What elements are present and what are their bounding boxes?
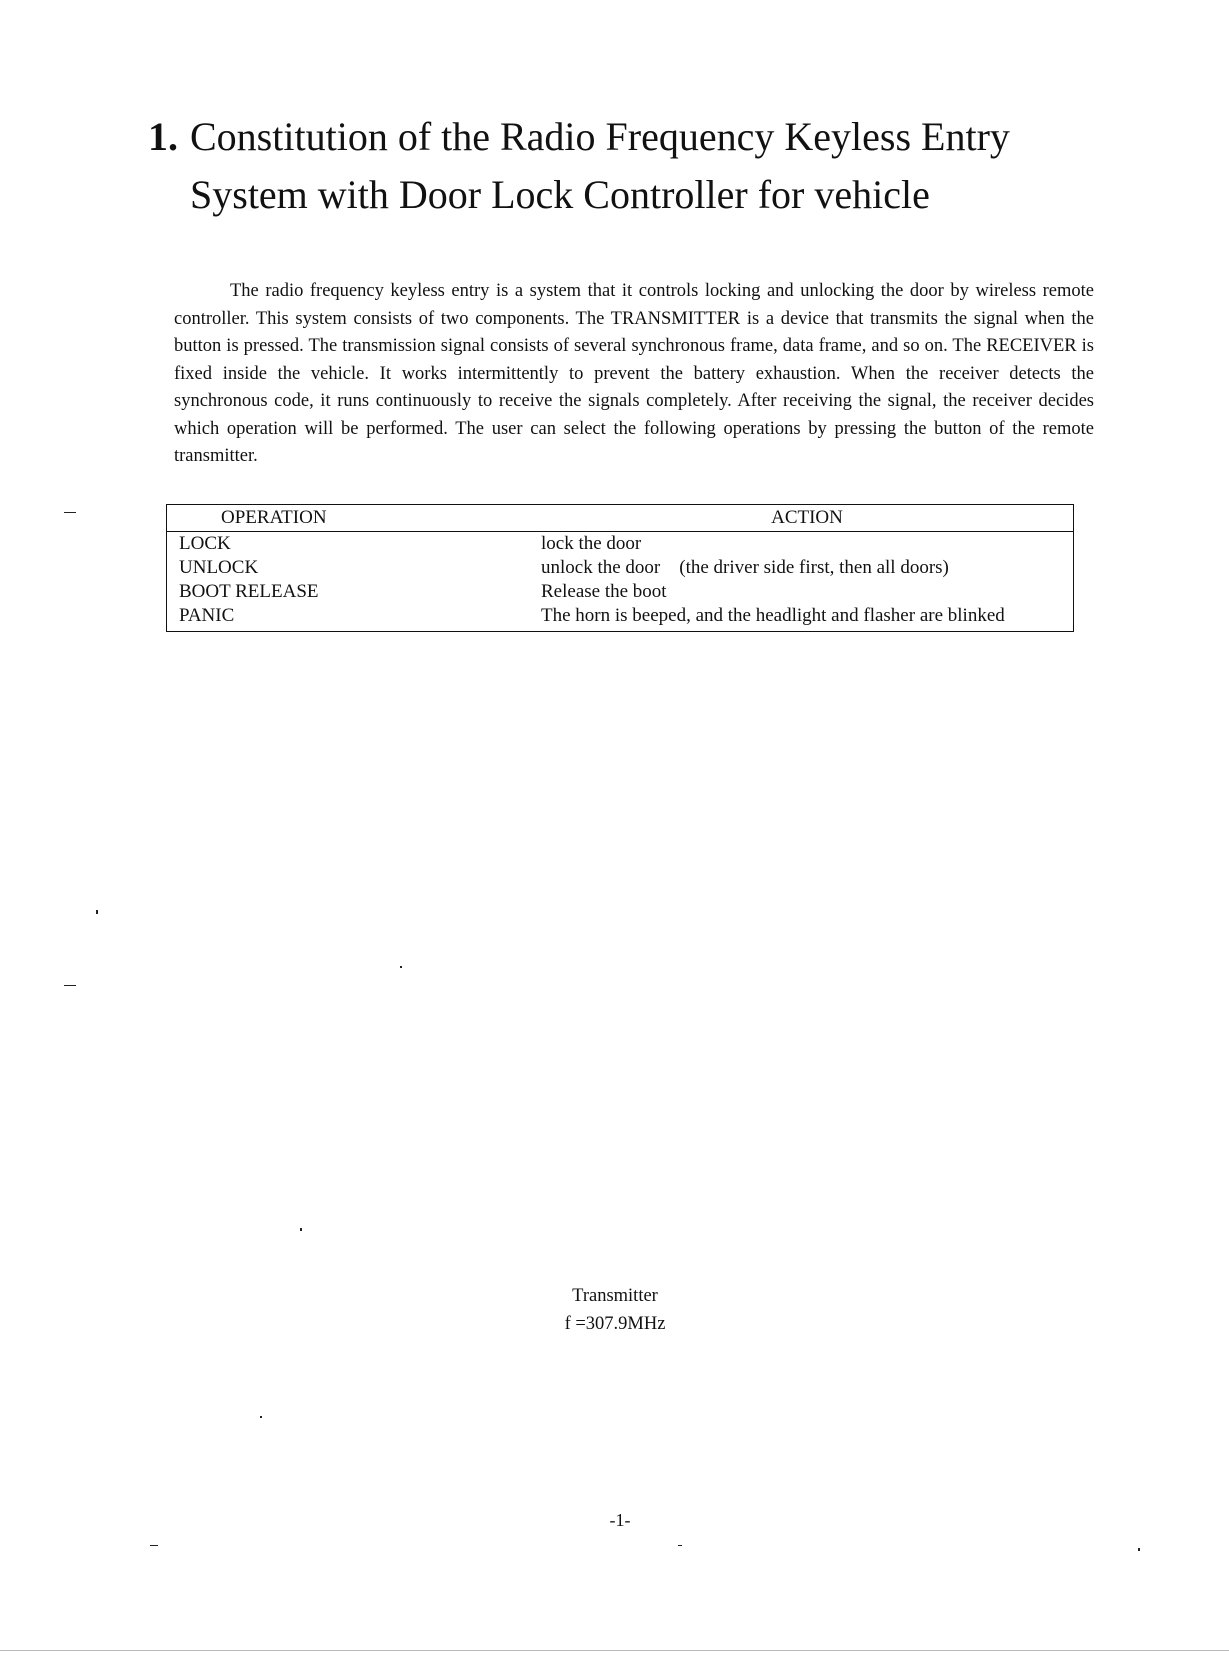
operations-table: [166, 504, 1074, 632]
heading-line-2: System with Door Lock Controller for vehicle: [190, 172, 930, 217]
scan-mark: [260, 1416, 262, 1418]
action-cell: unlock the door (the driver side first, then all doors): [541, 557, 949, 578]
table-row: [167, 604, 1074, 632]
page-number: -1-: [609, 1510, 631, 1530]
operation-cell: BOOT RELEASE: [179, 581, 319, 602]
operation-cell: LOCK: [179, 533, 231, 554]
section-number: 1.: [148, 114, 178, 159]
scan-mark: [400, 966, 402, 968]
action-column-header: ACTION: [541, 505, 1074, 532]
action-cell: The horn is beeped, and the headlight and flasher are blinked: [541, 605, 1005, 626]
table-header-row: [167, 505, 1074, 532]
scan-mark: [300, 1228, 302, 1231]
intro-paragraph: The radio frequency keyless entry is a system that it controls locking and unlocking the door by wireless remote controller. This system consists of two components. The TRANSMITTER is a device that transmits the signal when the button is pressed. The transmission signal consists of several synchronous frame, data frame, and so on. The RECEIVER is fixed inside the vehicle. It works intermittently to prevent the battery exhaustion. When the receiver detects the synchronous code, it runs continuously to receive the signals completely. After receiving the signal, the receiver decides which operation will be performed. The user can select the following operations by pressing the button of the remote transmitter.: [174, 281, 1094, 466]
section-heading: [148, 108, 1108, 224]
scan-mark: [150, 1545, 158, 1546]
table-row: [167, 580, 1074, 604]
operation-column-header: OPERATION: [167, 505, 542, 532]
scan-mark: [1138, 1548, 1140, 1551]
operation-cell: PANIC: [179, 605, 235, 626]
scan-bottom-edge: [0, 1650, 1229, 1651]
scan-mark: [64, 985, 76, 986]
caption-frequency: f =307.9MHz: [564, 1314, 666, 1334]
action-cell: lock the door: [541, 533, 642, 554]
heading-line-1: Constitution of the Radio Frequency Keyless Entry: [190, 114, 1010, 159]
scan-mark: [96, 910, 98, 914]
table-row: [167, 556, 1074, 580]
table-row: [167, 532, 1074, 557]
scan-mark: [678, 1545, 682, 1546]
scan-mark: [64, 512, 76, 513]
figure-caption: [520, 1282, 710, 1338]
operation-cell: UNLOCK: [179, 557, 259, 578]
caption-label: Transmitter: [572, 1286, 658, 1306]
action-cell: Release the boot: [541, 581, 667, 602]
